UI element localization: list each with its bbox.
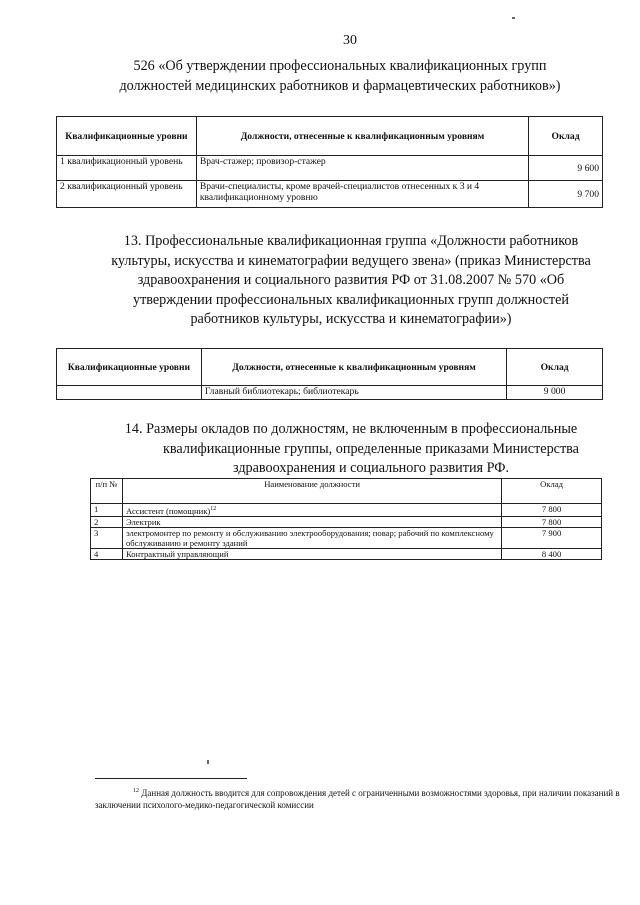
table-cell: 9 000	[507, 386, 603, 400]
table-row	[91, 548, 602, 559]
column-header: Оклад	[507, 349, 603, 386]
table-cell: 7 800	[502, 516, 602, 527]
table-cell: 2 квалификационный уровень	[57, 181, 197, 208]
table-row	[57, 181, 603, 208]
table-culture-qualification	[56, 348, 603, 400]
table-row	[91, 504, 602, 517]
table-header-row	[57, 117, 603, 156]
table-row	[91, 516, 602, 527]
column-header: Должности, отнесенные к квалификационным уровням	[201, 349, 506, 386]
section-line: здравоохранения и социального развития РФ от 31.08.2007 № 570 «Об	[137, 272, 565, 288]
position-name: Ассистент (помощник)	[125, 505, 211, 516]
table-cell: 2	[91, 516, 123, 527]
section-header	[40, 57, 640, 96]
column-header: Квалификационные уровни	[57, 349, 202, 386]
table-cell: 8 400	[502, 548, 602, 559]
footnote	[95, 785, 635, 811]
table-cell: Главный библиотекарь; библиотекарь	[201, 386, 506, 400]
table-cell: 1 квалификационный уровень	[57, 156, 197, 181]
table-cell: 1	[91, 504, 123, 517]
table-row	[91, 527, 602, 548]
scan-speck	[207, 760, 209, 764]
section-line: культуры, искусства и кинематографии ведущего звена» (приказ Министерства	[111, 252, 591, 269]
table-cell: 7 900	[502, 527, 602, 548]
table-other-positions	[90, 478, 602, 560]
section-header-line: должностей медицинских работников и фармацевтических работников»)	[119, 77, 561, 94]
column-header: п/п №	[91, 479, 123, 504]
section-line: утверждении профессиональных квалификационных групп должностей	[132, 291, 570, 308]
table-cell: Электрик	[122, 516, 501, 527]
table-cell: 4	[91, 548, 123, 559]
footnote-ref: 12	[210, 506, 217, 512]
footnote-divider	[95, 778, 247, 779]
scan-speck	[512, 17, 515, 19]
table-cell: 3	[91, 527, 123, 548]
table-cell: Контрактный управляющий	[122, 548, 501, 559]
table-row	[57, 156, 603, 181]
section-line: 14. Размеры окладов по должностям, не включенным в профессиональные	[124, 421, 578, 437]
section-line: работников культуры, искусства и кинематографии»)	[190, 311, 512, 327]
footnote-text: Данная должность вводится для сопровождения детей с ограниченными возможностями здоровья, при наличии показаний в заключении психолого-медико-педагогической комиссии	[95, 788, 620, 810]
column-header: Должности, отнесенные к квалификационным уровням	[196, 117, 528, 156]
table-cell: 9 700	[529, 181, 603, 208]
page-number: 30	[343, 33, 357, 48]
section-header-line: 526 «Об утверждении профессиональных квалификационных групп	[133, 58, 547, 74]
section-13-heading	[56, 232, 640, 330]
table-medical-qualification	[56, 116, 603, 208]
table-cell	[122, 504, 501, 517]
table-header-row	[91, 479, 602, 504]
column-header: Квалификационные уровни	[57, 117, 197, 156]
table-cell	[57, 386, 202, 400]
column-header: Наименование должности	[122, 479, 501, 504]
table-row	[57, 386, 603, 400]
table-cell: 7 800	[502, 504, 602, 517]
column-header: Оклад	[529, 117, 603, 156]
column-header: Оклад	[502, 479, 602, 504]
section-line: 13. Профессиональные квалификационная группа «Должности работников	[123, 233, 579, 249]
section-line: квалификационные группы, определенные приказами Министерства	[163, 440, 579, 457]
table-header-row	[57, 349, 603, 386]
table-cell: Врач-стажер; провизор-стажер	[196, 156, 528, 181]
table-cell: Врачи-специалисты, кроме врачей-специалистов отнесенных к 3 и 4 квалификационному уровню	[196, 181, 528, 208]
section-line: здравоохранения и социального развития РФ.	[232, 460, 510, 476]
footnote-mark: 12	[133, 788, 139, 794]
section-14-heading	[56, 420, 640, 479]
table-cell: 9 600	[529, 156, 603, 181]
table-cell: электромонтер по ремонту и обслуживанию электрооборудования; повар; рабочий по комплексному обслуживанию и ремонту зданий	[122, 527, 501, 548]
